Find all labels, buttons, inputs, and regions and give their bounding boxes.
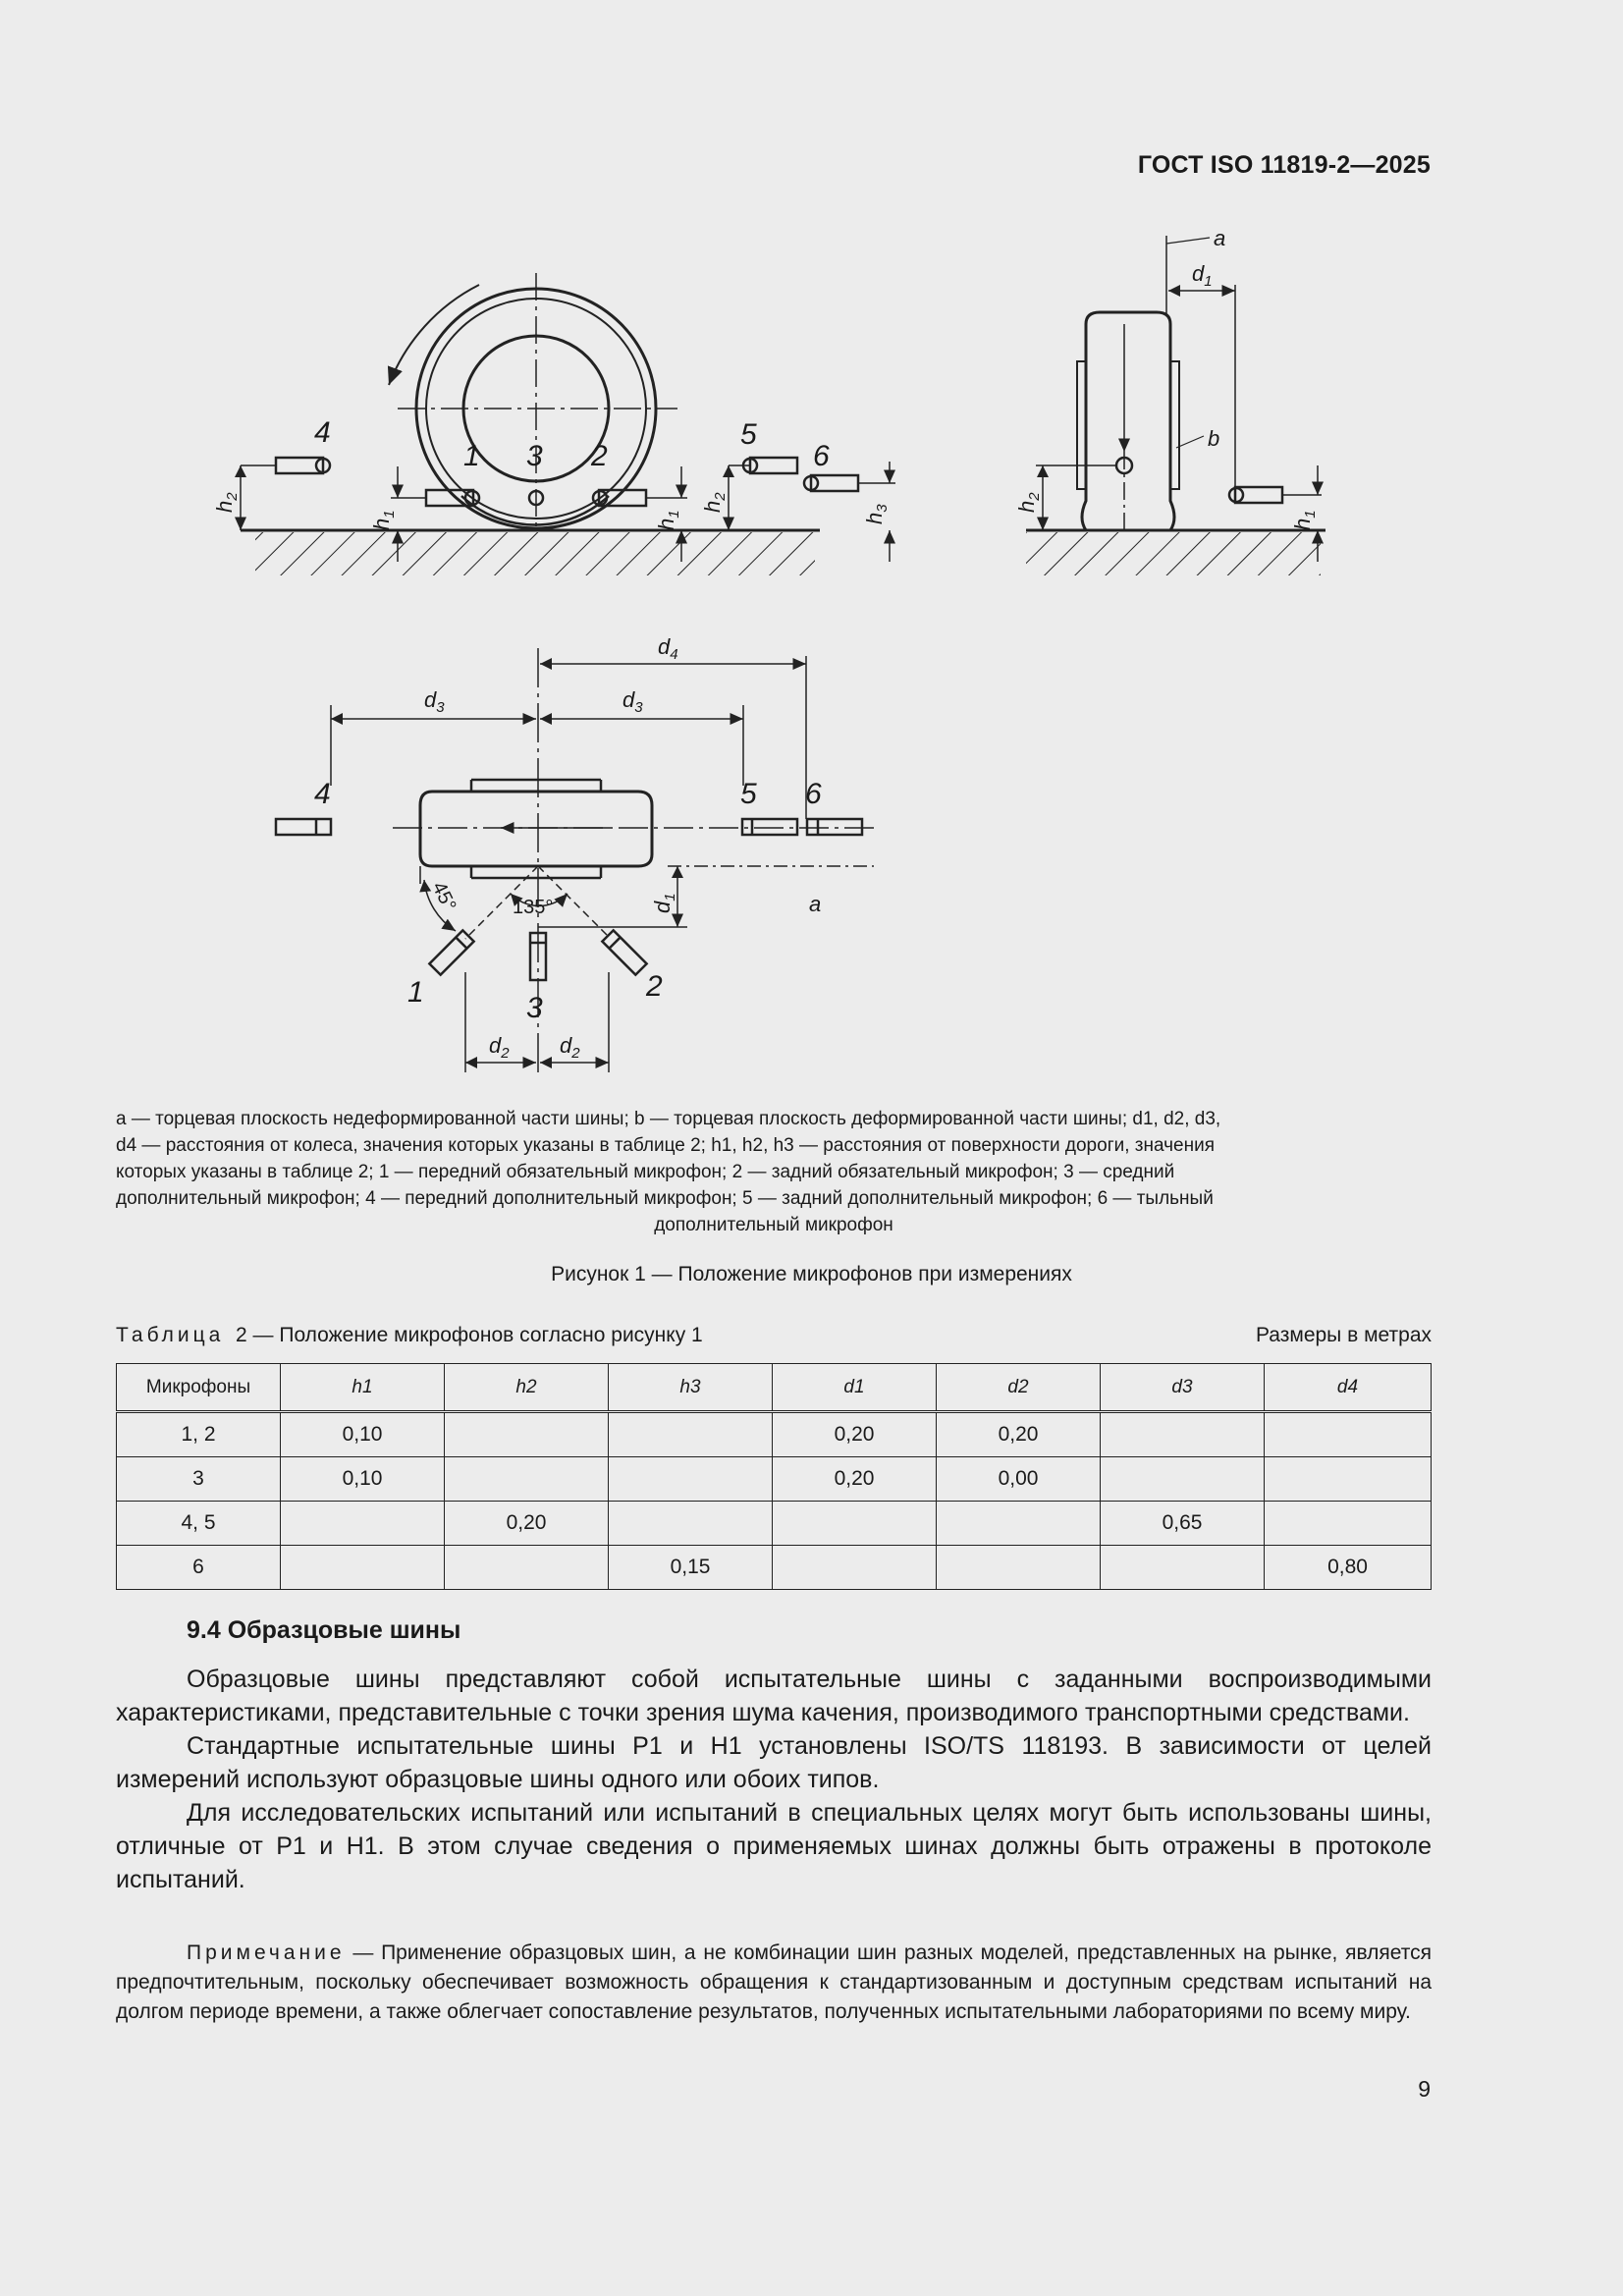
mic-6-label: 6 [813,440,830,472]
table-cell [609,1502,773,1546]
svg-text:h1: $h_1$ [1290,510,1319,530]
svg-text:d1: $d_1$ [650,893,678,913]
table-cell [1265,1457,1432,1502]
figure-title: Рисунок 1 — Положение микрофонов при измерениях [551,1263,1072,1285]
table-cell [281,1502,445,1546]
mic-6-top-label: 6 [805,778,822,810]
mic-4-label: 4 [314,416,331,449]
table-header-cell: h3 [609,1364,773,1412]
label-a-top: a [809,892,822,916]
paragraph: Образцовые шины представляют собой испытательные шины с заданными воспроизводимыми характеристиками, представительные с точки зрения шума качения, производимого транспортными средствами. [116,1666,1432,1726]
table-cell [937,1502,1101,1546]
svg-text:d4: $d_4$ [658,634,678,663]
legend-line: которых указаны в таблице 2; 1 — передний обязательный микрофон; 2 — задний обязательный микрофон; 3 — средний [116,1162,1175,1182]
table-cell: 0,10 [281,1412,445,1457]
svg-text:h1: $h_1$ [369,510,398,530]
table-cell: 0,00 [937,1457,1101,1502]
table-row [117,1502,1432,1546]
mic-2-label: 2 [591,440,608,472]
mic-5-top-label: 5 [740,778,757,810]
table-cell: 3 [117,1457,281,1502]
mic-1-top-label: 1 [407,976,424,1009]
table-cell: 1, 2 [117,1412,281,1457]
mic-3-top-label: 3 [526,992,543,1024]
table-cell [937,1546,1101,1590]
table-cell [773,1502,937,1546]
table-row [117,1457,1432,1502]
table-header-cell: Микрофоны [117,1364,281,1412]
svg-text:h3: $h_3$ [862,504,891,524]
table-cell [1265,1502,1432,1546]
table-cell [445,1457,609,1502]
table-cell [773,1546,937,1590]
table-cell: 6 [117,1546,281,1590]
document-header: ГОСТ ISO 11819-2—2025 [1137,151,1431,179]
svg-text:h2: $h_2$ [700,492,729,513]
label-a-front: a [1214,226,1226,250]
table-header-row [117,1364,1432,1412]
svg-text:d3: $d_3$ [622,687,643,716]
body-text [116,1663,1432,1896]
table-cell [445,1412,609,1457]
table-cell [1101,1412,1265,1457]
mic-3-label: 3 [526,440,543,472]
table-caption-row [116,1324,1432,1347]
paragraph: Для исследовательских испытаний или испытаний в специальных целях могут быть использованы шины, отличные от P1 и H1. В этом случае сведения о применяемых шинах должны быть отражены в протоколе испытаний. [116,1799,1432,1893]
table-header-cell: d1 [773,1364,937,1412]
table-label: Таблица [116,1324,225,1346]
table-cell: 0,20 [773,1412,937,1457]
angle-135-label: 135° [513,897,554,918]
svg-text:d1: $d_1$ [1192,261,1213,290]
note-label: Примечание [187,1941,346,1964]
table-cell: 0,80 [1265,1546,1432,1590]
table-cell [609,1457,773,1502]
svg-text:h2: $h_2$ [1014,492,1043,513]
page-number: 9 [1418,2076,1431,2102]
paragraph: Стандартные испытательные шины P1 и H1 установлены ISO/TS 118193. В зависимости от целей измерений используют образцовые шины одного или обоих типов. [116,1732,1432,1793]
mic-4-top-label: 4 [314,778,331,810]
table-header-cell: d4 [1265,1364,1432,1412]
table-row [117,1412,1432,1457]
legend-line: дополнительный микрофон; 4 — передний дополнительный микрофон; 5 — задний дополнительный микрофон; 6 — тыльный [116,1188,1214,1209]
table-header-cell: h2 [445,1364,609,1412]
table-cell [1101,1546,1265,1590]
svg-text:h2: $h_2$ [212,492,241,513]
section-heading: 9.4 Образцовые шины [187,1616,461,1644]
svg-text:d3: $d_3$ [424,687,445,716]
table-cell [445,1546,609,1590]
label-b-front: b [1208,426,1220,451]
figure-legend [116,1106,1432,1238]
table-header-cell: d3 [1101,1364,1265,1412]
table-cell: 0,15 [609,1546,773,1590]
mic-1-label: 1 [463,440,480,472]
table-cell: 0,20 [937,1412,1101,1457]
table-cell: 0,20 [445,1502,609,1546]
table-cell [609,1412,773,1457]
table-header-cell: h1 [281,1364,445,1412]
table-cell [1265,1412,1432,1457]
mic-5-label: 5 [740,418,757,451]
note-text: — Применение образцовых шин, а не комбинации шин разных моделей, представленных на рынке, является предпочтительным, поскольку обеспечивает возможность обращения к стандартизованным и доступным средствам испытаний на долгом периоде времени, а также облегчает сопоставление результатов, полученных испытательными лабораториями по всему миру. [116,1941,1432,2023]
mic-2-top-label: 2 [646,970,663,1003]
table-row [117,1546,1432,1590]
note [116,1939,1432,2027]
svg-text:d2: $d_2$ [489,1033,510,1062]
legend-line: d4 — расстояния от колеса, значения которых указаны в таблице 2; h1, h2, h3 — расстояния от поверхности дороги, значения [116,1135,1216,1156]
table-cell: 4, 5 [117,1502,281,1546]
svg-text:d2: $d_2$ [560,1033,580,1062]
angle-45-label: 45° [427,878,460,915]
legend-line: дополнительный микрофон [654,1215,893,1235]
table-units: Размеры в метрах [1256,1324,1432,1346]
legend-line: a — торцевая плоскость недеформированной части шины; b — торцевая плоскость деформированной части шины; d1, d2, d3, [116,1109,1221,1129]
table-header-cell: d2 [937,1364,1101,1412]
table-cell [281,1546,445,1590]
table-cell: 0,20 [773,1457,937,1502]
table-cell: 0,10 [281,1457,445,1502]
microphone-position-table [116,1363,1432,1590]
table-caption: 2 — Положение микрофонов согласно рисунку 1 [236,1324,703,1346]
table-cell: 0,65 [1101,1502,1265,1546]
microphone-position-figure [0,0,1623,1100]
table-cell [1101,1457,1265,1502]
svg-text:h1: $h_1$ [654,510,682,530]
